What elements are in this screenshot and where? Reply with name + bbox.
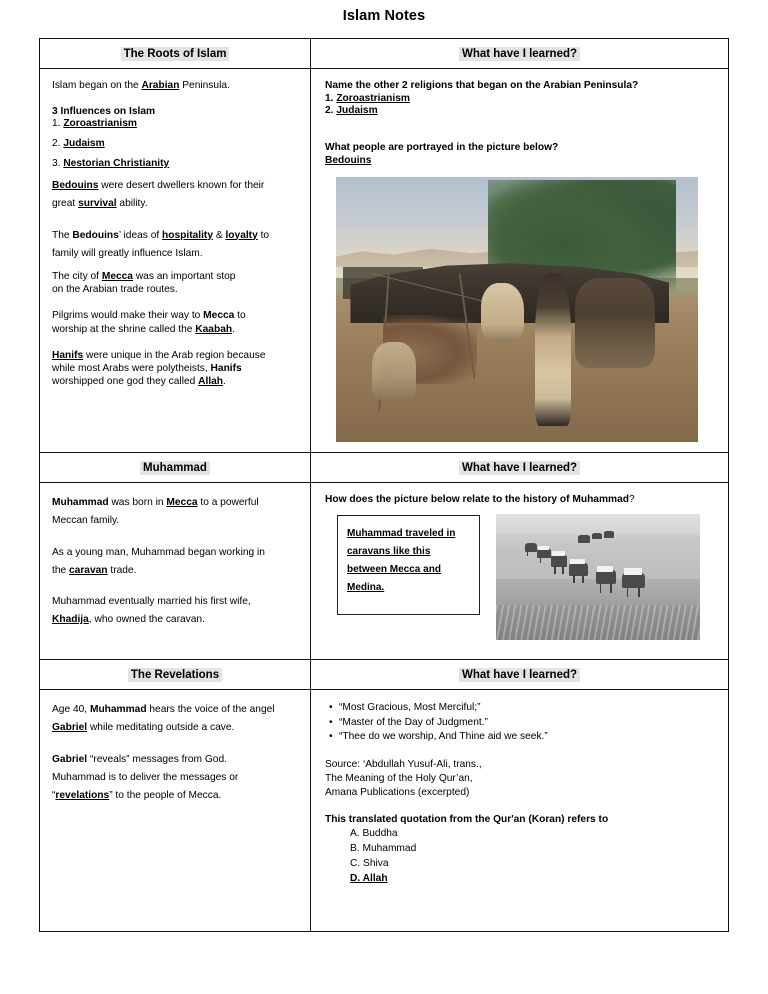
roots-pilgrims-line1	[52, 309, 300, 322]
section-header-row-revelations	[40, 660, 728, 690]
muhammad-q1	[325, 494, 718, 507]
roots-influence-1	[52, 118, 300, 131]
callout-line-2-text: caravans like this	[347, 546, 431, 558]
rp2-post: .	[232, 323, 235, 335]
camel-load	[570, 559, 585, 565]
mp3-post: , who owned the caravan.	[88, 613, 205, 625]
callout-line-1	[347, 525, 472, 543]
revelations-p1-line2	[52, 719, 300, 737]
roots-influence-3	[52, 158, 300, 171]
spacer	[52, 263, 300, 270]
body-cell-left-muhammad	[40, 483, 311, 659]
mp1-key: Mecca	[166, 497, 198, 509]
rm-pre: The city of	[52, 270, 102, 282]
spacer	[325, 801, 718, 814]
spacer	[52, 738, 300, 751]
section-title-muhammad	[40, 453, 310, 482]
mc-option-d[interactable]	[350, 871, 718, 886]
source-line-1: Source: ‘Abdullah Yusuf-Ali, trans.,	[325, 758, 482, 770]
roots-a2-text: Bedouins	[325, 154, 372, 166]
revelations-p2-line3	[52, 787, 300, 805]
section-title-revelations-text: The Revelations	[128, 668, 222, 682]
roots-bedouins-term: Bedouins	[52, 180, 99, 192]
muhammad-p3-line2	[52, 611, 300, 629]
spacer	[52, 580, 300, 593]
header-cell-left-revelations	[40, 660, 311, 689]
rv1-pre: Age 40,	[52, 704, 90, 716]
roots-hospitality	[52, 227, 300, 263]
quote-item: • “Most Gracious, Most Merciful;”	[339, 701, 718, 715]
rhf2-b: Hanifs	[210, 363, 242, 375]
rv3-pre: “	[52, 789, 56, 801]
rv1-l2post: while meditating outside a cave.	[87, 722, 235, 734]
roots-intro-after: Peninsula.	[179, 80, 230, 91]
image-camel	[575, 278, 655, 368]
camel-figure	[537, 548, 551, 558]
mp1-b: Muhammad	[52, 497, 109, 509]
roots-hanifs-line3	[52, 375, 300, 388]
camel-leg	[573, 575, 574, 583]
spacer	[52, 336, 300, 349]
rhf-mid: were unique in the Arab region because	[83, 349, 266, 361]
callout-line-4-text: Medina.	[347, 582, 385, 594]
roots-q2	[325, 142, 718, 155]
rhf3-pre: worshipped one god they called	[52, 376, 199, 388]
source-line-2: The Meaning of the Holy Qur’an,	[325, 772, 473, 784]
section-body-row-muhammad	[40, 483, 728, 660]
rp-pre: Pilgrims would make their way to	[52, 310, 204, 322]
bedouin-camp-image	[336, 177, 698, 442]
rhf3-key: Allah	[198, 376, 224, 388]
roots-a1-1-term: Zoroastrianism	[336, 92, 410, 104]
rp-b: Mecca	[203, 310, 235, 322]
roots-bedouins-l2-post: ability.	[116, 198, 148, 210]
roots-mecca-line1	[52, 270, 300, 283]
camel-figure	[569, 562, 587, 576]
section-title-learned-3	[311, 660, 728, 689]
roots-intro-before: Islam began on the	[52, 80, 142, 91]
rh-b1: Bedouins	[72, 229, 119, 241]
spacer	[52, 296, 300, 309]
roots-influences-title-text: 3 Influences on Islam	[52, 105, 156, 117]
rh-pre: The	[52, 229, 73, 241]
roots-intro-key: Arabian	[141, 80, 180, 91]
roots-influences-title	[52, 106, 300, 119]
rm-post: was an important stop	[132, 270, 236, 282]
callout-line-4	[347, 579, 472, 597]
caravan-callout-box	[337, 515, 480, 615]
roots-mecca	[52, 270, 300, 297]
muhammad-q1-text: How does the picture below relate to the history of Muhammad	[325, 494, 629, 506]
roots-influence-1-term: Zoroastrianism	[63, 118, 137, 130]
roots-a1-2-num: 2.	[325, 105, 337, 117]
roots-pilgrims-line2	[52, 323, 300, 336]
caravan-sand-tracks	[496, 605, 700, 640]
camel-figure	[525, 543, 537, 552]
roots-influence-3-term: Nestorian Christianity	[63, 157, 170, 169]
spacer	[325, 745, 718, 758]
camel-leg	[610, 584, 611, 593]
rv1-b: Muhammad	[89, 704, 147, 716]
camel-leg	[527, 551, 528, 556]
revelations-p2-line1	[52, 751, 300, 769]
roots-mecca-line2: on the Arabian trade routes.	[52, 284, 178, 296]
roots-hospitality-line2: family will greatly influence Islam.	[52, 247, 203, 259]
header-cell-left-roots	[40, 39, 311, 68]
image-horse	[481, 283, 524, 341]
section-title-revelations	[40, 660, 310, 689]
camel-figure	[604, 531, 614, 537]
rv1-key: Gabriel	[52, 722, 88, 734]
rv3-post: ” to the people of Mecca.	[109, 789, 222, 801]
section-title-roots	[40, 39, 310, 68]
callout-line-3-text: between Mecca and	[347, 564, 441, 576]
rv2-b: Gabriel	[52, 753, 88, 765]
section-title-learned-1-text: What have I learned?	[459, 47, 580, 61]
body-cell-left-roots	[40, 69, 311, 452]
body-cell-right-revelations	[311, 690, 728, 931]
muhammad-p3-line1: Muhammad eventually married his first wife,	[52, 595, 251, 607]
muhammad-p1-line1	[52, 494, 300, 512]
roots-hanifs-line1	[52, 349, 300, 362]
roots-q2-text: What people are portrayed in the picture below?	[325, 141, 559, 153]
rhf2-pre: while most Arabs were polytheists,	[52, 363, 211, 375]
rhf-key: Hanifs	[52, 349, 84, 361]
camel-leg	[554, 566, 555, 573]
rh-key1: hospitality	[162, 229, 213, 241]
source-line-3: Amana Publications (excerpted)	[325, 787, 470, 799]
notes-table	[39, 38, 729, 932]
section-body-row-roots	[40, 69, 728, 453]
roots-a2	[325, 155, 718, 168]
rp-post: to	[234, 310, 246, 322]
roots-influence-2-term: Judaism	[63, 137, 105, 149]
muhammad-p2-line2	[52, 562, 300, 580]
mc-option-d-text: D. Allah	[350, 873, 388, 885]
rh-post: to	[257, 229, 270, 241]
mc-question-text: This translated quotation from the Qur'an (Koran) refers to	[325, 813, 609, 825]
camel-leg	[638, 588, 639, 597]
revelations-p1-line1	[52, 701, 300, 719]
camel-figure	[551, 554, 567, 567]
camel-leg	[627, 588, 628, 597]
body-cell-left-revelations	[40, 690, 311, 931]
rp2-key: Kaabah	[195, 323, 233, 335]
spacer	[52, 170, 300, 177]
roots-bedouins	[52, 177, 300, 213]
camel-leg	[562, 566, 563, 573]
rh-key2: loyalty	[225, 229, 258, 241]
camel-load	[597, 566, 613, 572]
quote-item: • “Master of the Day of Judgment.”	[339, 716, 718, 730]
roots-bedouins-l2-key: survival	[78, 198, 117, 210]
camel-load	[538, 546, 549, 550]
camel-load	[552, 551, 565, 556]
roots-a1-2-term: Judaism	[336, 105, 378, 117]
quran-quote-list	[325, 701, 718, 744]
muhammad-q1-tail: ?	[628, 494, 635, 506]
callout-line-1-text: Muhammad traveled in	[347, 527, 456, 539]
image-seated-person	[372, 342, 415, 400]
rh-mid1: ’ ideas of	[118, 229, 163, 241]
muhammad-left-content	[40, 483, 310, 659]
roots-influence-2	[52, 138, 300, 151]
quote-item: • “Thee do we worship, And Thine aid we seek.”	[339, 730, 718, 744]
mc-question	[325, 814, 718, 827]
spacer	[52, 214, 300, 227]
revelations-p1	[52, 701, 300, 737]
rhf3-post: .	[223, 376, 226, 388]
callout-line-2	[347, 543, 472, 561]
roots-pilgrims	[52, 309, 300, 336]
camel-leg	[600, 584, 601, 593]
roots-hanifs	[52, 349, 300, 389]
spacer	[52, 531, 300, 544]
body-cell-right-roots	[311, 69, 728, 452]
caravan-sky	[496, 514, 700, 534]
rh-amp: &	[213, 229, 226, 241]
section-title-roots-text: The Roots of Islam	[121, 47, 230, 61]
camel-figure	[596, 569, 616, 584]
mp1-mid: was born in	[108, 497, 167, 509]
mc-option-list	[325, 826, 718, 886]
roots-a1-1	[325, 93, 718, 106]
camel-figure	[622, 572, 644, 588]
revelations-p2-line2: Muhammad is to deliver the messages or	[52, 771, 239, 783]
section-title-learned-2	[311, 453, 728, 482]
muhammad-p1-line2: Meccan family.	[52, 515, 120, 527]
mp3-key: Khadija	[52, 613, 89, 625]
muhammad-right-content	[311, 483, 728, 657]
roots-right-content	[311, 69, 728, 452]
section-title-learned-1	[311, 39, 728, 68]
camel-leg	[540, 558, 541, 564]
mp2-post: trade.	[107, 564, 137, 576]
roots-q1-text: Name the other 2 religions that began on the Arabian Peninsula?	[325, 80, 639, 91]
page-title: Islam Notes	[342, 8, 426, 24]
spacer	[52, 131, 300, 138]
rv3-key: revelations	[55, 789, 110, 801]
header-cell-right-revelations	[311, 660, 728, 689]
image-standing-bedouin	[535, 273, 571, 427]
camel-load	[624, 568, 642, 575]
callout-line-3	[347, 561, 472, 579]
camel-caravan-image	[496, 514, 700, 640]
roots-hospitality-line1	[52, 227, 300, 245]
mc-option-b[interactable]: B. Muhammad	[350, 843, 417, 855]
muhammad-p1	[52, 494, 300, 530]
mc-option-a[interactable]: A. Buddha	[350, 828, 398, 840]
section-header-row-roots	[40, 39, 728, 69]
quote-source	[325, 758, 718, 801]
header-cell-right-roots	[311, 39, 728, 68]
muhammad-p2-line1: As a young man, Muhammad began working in	[52, 546, 265, 558]
roots-bedouins-line2	[52, 195, 300, 213]
roots-influence-2-num: 2.	[52, 137, 64, 149]
rm-key: Mecca	[101, 270, 133, 282]
roots-bedouins-mid: were desert dwellers known for their	[98, 180, 265, 192]
roots-intro	[52, 80, 300, 93]
mp1-post: to a powerful	[197, 497, 259, 509]
mc-option-c[interactable]: C. Shiva	[350, 858, 389, 870]
roots-left-content	[40, 69, 310, 399]
camel-leg	[582, 575, 583, 583]
muhammad-p3	[52, 593, 300, 629]
camel-figure	[592, 533, 602, 539]
spacer	[52, 151, 300, 158]
roots-a1-1-num: 1.	[325, 92, 337, 104]
section-header-row-muhammad	[40, 453, 728, 483]
revelations-right-content	[311, 690, 728, 896]
muhammad-p2	[52, 544, 300, 580]
section-title-learned-2-text: What have I learned?	[459, 461, 580, 475]
roots-bedouins-line1	[52, 177, 300, 195]
roots-bedouins-l2-pre: great	[52, 198, 79, 210]
rv1-post: hears the voice of the angel	[146, 704, 275, 716]
header-cell-left-muhammad	[40, 453, 311, 482]
camel-figure	[578, 535, 590, 543]
roots-influence-1-num: 1.	[52, 118, 64, 130]
section-title-learned-3-text: What have I learned?	[459, 668, 580, 682]
muhammad-media-area	[325, 507, 718, 647]
roots-influence-3-num: 3.	[52, 157, 64, 169]
roots-hanifs-line2	[52, 362, 300, 375]
spacer	[325, 118, 718, 142]
section-title-muhammad-text: Muhammad	[140, 461, 210, 475]
rp2-pre: worship at the shrine called the	[52, 323, 196, 335]
revelations-p2	[52, 751, 300, 805]
roots-a1-2	[325, 105, 718, 118]
section-body-row-revelations	[40, 690, 728, 931]
body-cell-right-muhammad	[311, 483, 728, 659]
spacer	[52, 93, 300, 106]
revelations-left-content	[40, 690, 310, 931]
header-cell-right-muhammad	[311, 453, 728, 482]
mp2-pre: the	[52, 564, 69, 576]
rv2-post: “reveals” messages from God.	[87, 753, 227, 765]
mp2-key: caravan	[69, 564, 108, 576]
roots-q1	[325, 80, 718, 93]
